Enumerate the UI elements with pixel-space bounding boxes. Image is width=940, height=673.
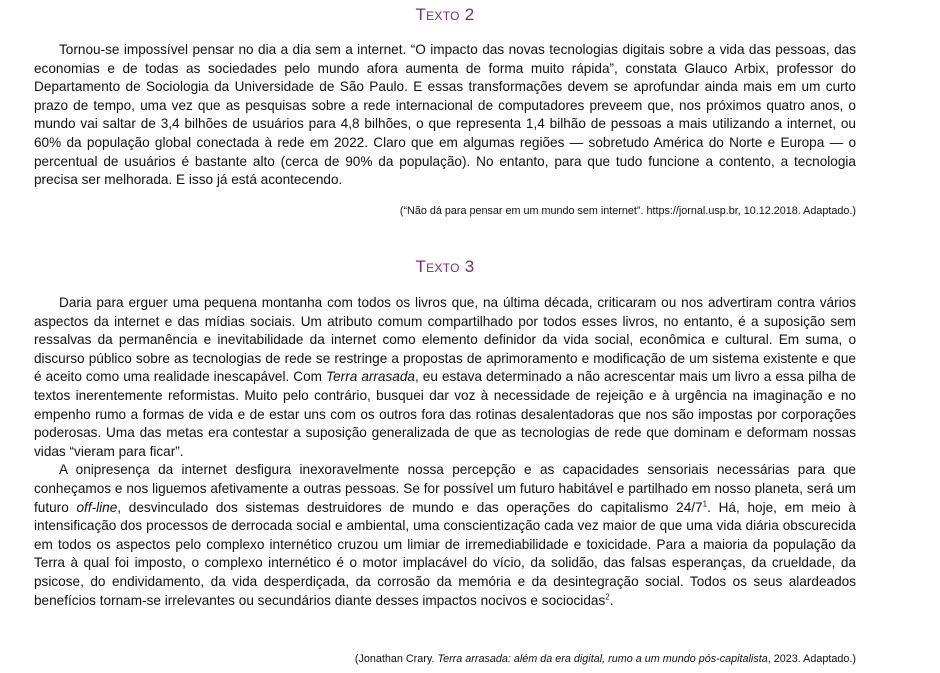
footnote-1-marker: 1	[702, 499, 708, 508]
texto3-paragraph-2: A onipresença da internet desfigura inexoravelmente nossa percepção e as capacidades sensoriais necessárias para que conheçamos e nos liguemos afetivamente a outras pessoas. Se for possível um futuro habitável e partilhado em nosso planeta, será um futuro off-line, desvinculado dos sistemas destruidores de mundo e das operações do capitalismo $24/7^1$. Há, hoje, em meio à intensificação dos processos de derrocada social e ambiental, uma conscientização cada vez maior de que uma vida diária obscurecida em todos os aspectos pelo complexo internético cruzou um limiar de irremediabilidade e toxicidade. Para a maioria da população da Terra à qual foi imposto, o complexo internético é o motor implacável do vício, da solidão, das falsas esperanças, da crueldade, da psicose, do endividamento, da vida desperdiçada, da corrosão da memória e da desintegração social. Todos os seus alardeados benefícios tornam-se irrelevantes ou secundários diante desses impactos nocivos e sociocidas$^2$.	[34, 462, 856, 608]
texto2-source: (“Não dá para pensar em um mundo sem internet”. https://jornal.usp.br, 10.12.2018. Adaptado.)	[399, 205, 856, 217]
texto3-source: (Jonathan Crary. Terra arrasada: além da era digital, rumo a um mundo pós-capitalista, 2023. Adaptado.)	[354, 653, 856, 665]
texto3-heading: Texto 3	[415, 257, 475, 276]
texto2-paragraph: Tornou-se impossível pensar no dia a dia sem a internet. “O impacto das novas tecnologias digitais sobre a vida das pessoas, das economias e de todas as sociedades pelo mundo afora aumenta de forma muito rápida”, constata Glauco Arbix, professor do Departamento de Sociologia da Universidade de São Paulo. E essas transformações devem se aprofundar ainda mais em um curto prazo de tempo, uma vez que as pesquisas sobre a rede internacional de computadores preveem que, nos próximos quatro anos, o mundo vai saltar de 3,4 bilhões de usuários para 4,8 bilhões, o que representa 1,4 bilhão de pessoas a mais utilizando a internet, ou 60% da população global conectada à rede em 2022. Claro que em algumas regiões — sobretudo América do Norte e Europa — o percentual de usuários é bastante alto (cerca de 90% da população). No entanto, para que tudo funcione a contento, a tecnologia precisa ser melhorada. E isso já está acontecendo.	[34, 42, 856, 188]
texto3-body	[34, 294, 856, 610]
book-title: Terra arrasada	[326, 369, 415, 385]
texto3-paragraph-1: Daria para erguer uma pequena montanha com todos os livros que, na última década, criticaram ou nos advertiram contra vários aspectos da internet e das mídias sociais. Um atributo comum compartilhado por todos esses livros, no entanto, é a suposição sem ressalvas da permanência e inevitabilidade da internet como elemento definidor da vida social, econômica e cultural. Em suma, o discurso público sobre as tecnologias de rede se restringe a propostas de aprimoramento e modificação de um sistema existente e que é aceito como uma realidade inescapável. Com Terra arrasada, eu estava determinado a não acrescentar mais um livro a essa pilha de textos inerentemente reformistas. Muito pelo contrário, busquei dar voz à necessidade de rejeição e à urgência na imaginação e no empenho rumo a formas de vida e de estar uns com os outros fora das rotinas desalentadoras que nos são impostas por corporações poderosas. Uma das metas era contestar a suposição generalizada de que as tecnologias de rede que dominam e deformam nossas vidas “vieram para ficar”.	[34, 295, 856, 459]
offline-term: off-line	[76, 499, 118, 515]
texto2-body	[34, 41, 856, 190]
texto2-heading: Texto 2	[415, 5, 475, 24]
footnote-2-marker: 2	[605, 591, 610, 601]
